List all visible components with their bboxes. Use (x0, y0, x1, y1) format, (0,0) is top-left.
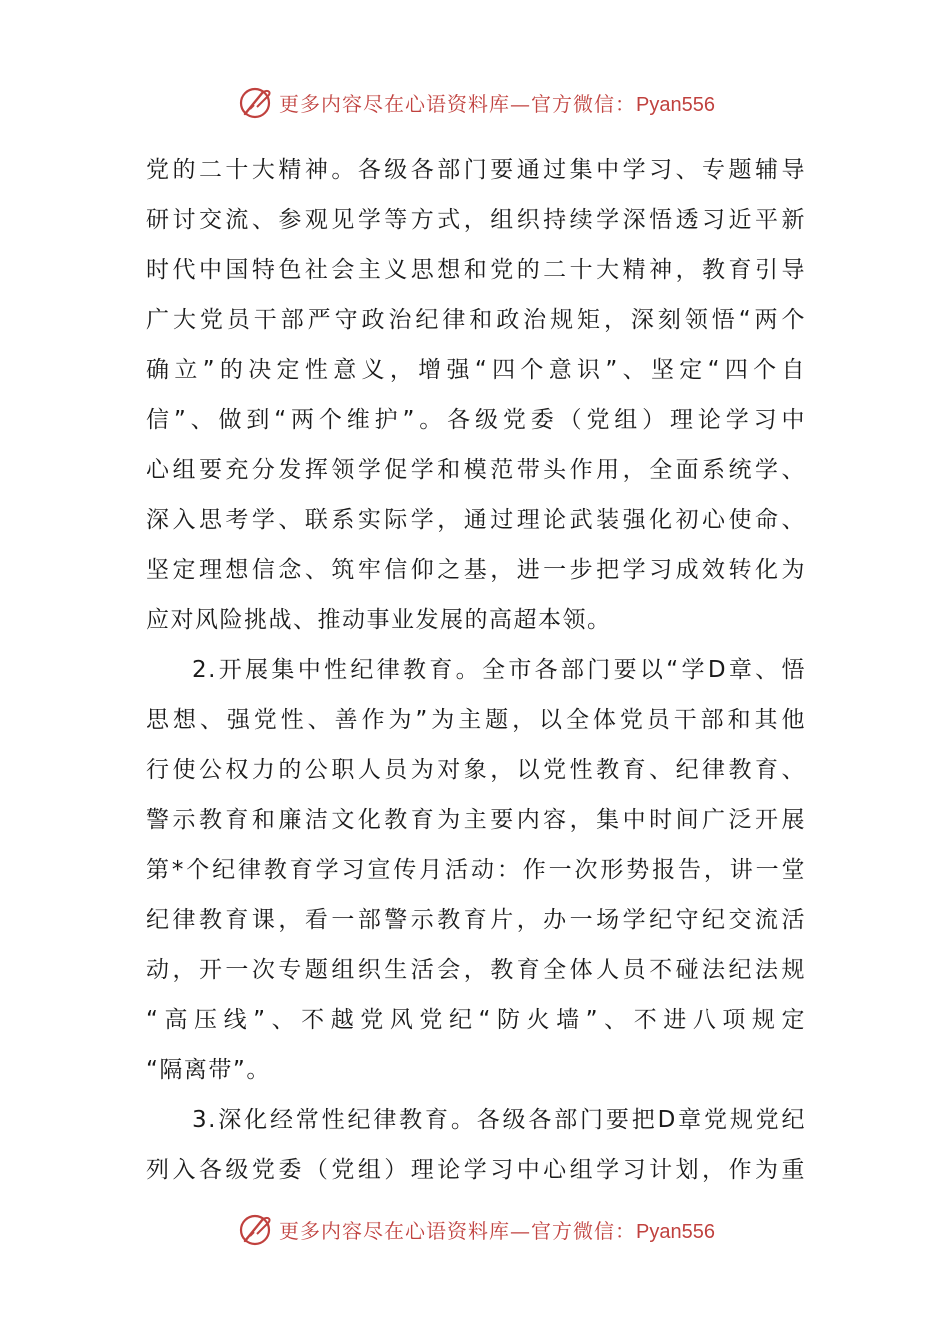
text-line: 3.深化经常性纪律教育。各级各部门要把D章党规党纪 (192, 1107, 806, 1133)
text-line: 心组要充分发挥领学促学和模范带头作用，全面系统学、 (146, 457, 806, 483)
footer-watermark (0, 1207, 950, 1251)
text-line: 研讨交流、参观见学等方式，组织持续学深悟透习近平新 (146, 207, 806, 233)
document-body (146, 145, 806, 1195)
text-line: 坚定理想信念、筑牢信仰之基，进一步把学习成效转化为 (146, 557, 806, 583)
text-line: 动，开一次专题组织生活会，教育全体人员不碰法纪法规 (146, 957, 806, 983)
watermark-text: 更多内容尽在心语资料库—官方微信：Pyan556 (279, 91, 715, 116)
text-line: 2.开展集中性纪律教育。全市各部门要以“学D章、悟 (192, 657, 806, 683)
quill-pen-logo-icon (235, 1209, 275, 1249)
text-line: 信”、做到“两个维护”。各级党委（党组）理论学习中 (146, 407, 806, 433)
text-line: 党的二十大精神。各级各部门要通过集中学习、专题辅导 (146, 157, 806, 183)
paragraph (146, 1095, 806, 1195)
header-watermark (0, 80, 950, 124)
text-line: 深入思考学、联系实际学，通过理论武装强化初心使命、 (146, 507, 806, 533)
watermark-text: 更多内容尽在心语资料库—官方微信：Pyan556 (279, 1218, 715, 1243)
text-line: 思想、强党性、善作为”为主题，以全体党员干部和其他 (146, 707, 806, 733)
text-line: 应对风险挑战、推动事业发展的高超本领。 (146, 607, 612, 633)
text-line: “隔离带”。 (146, 1057, 271, 1083)
paragraph (146, 145, 806, 645)
text-line: 时代中国特色社会主义思想和党的二十大精神，教育引导 (146, 257, 806, 283)
text-line: 第*个纪律教育学习宣传月活动：作一次形势报告，讲一堂 (146, 857, 806, 883)
text-line: 警示教育和廉洁文化教育为主要内容，集中时间广泛开展 (146, 807, 806, 833)
quill-pen-logo-icon (235, 82, 275, 122)
text-line: 确立”的决定性意义，增强“四个意识”、坚定“四个自 (146, 357, 806, 383)
text-line: 纪律教育课，看一部警示教育片，办一场学纪守纪交流活 (146, 907, 806, 933)
text-line: “高压线”、不越党风党纪“防火墙”、不进八项规定 (146, 1007, 806, 1033)
paragraph (146, 645, 806, 1095)
text-line: 广大党员干部严守政治纪律和政治规矩，深刻领悟“两个 (146, 307, 806, 333)
text-line: 列入各级党委（党组）理论学习中心组学习计划，作为重 (146, 1157, 806, 1183)
text-line: 行使公权力的公职人员为对象，以党性教育、纪律教育、 (146, 757, 806, 783)
